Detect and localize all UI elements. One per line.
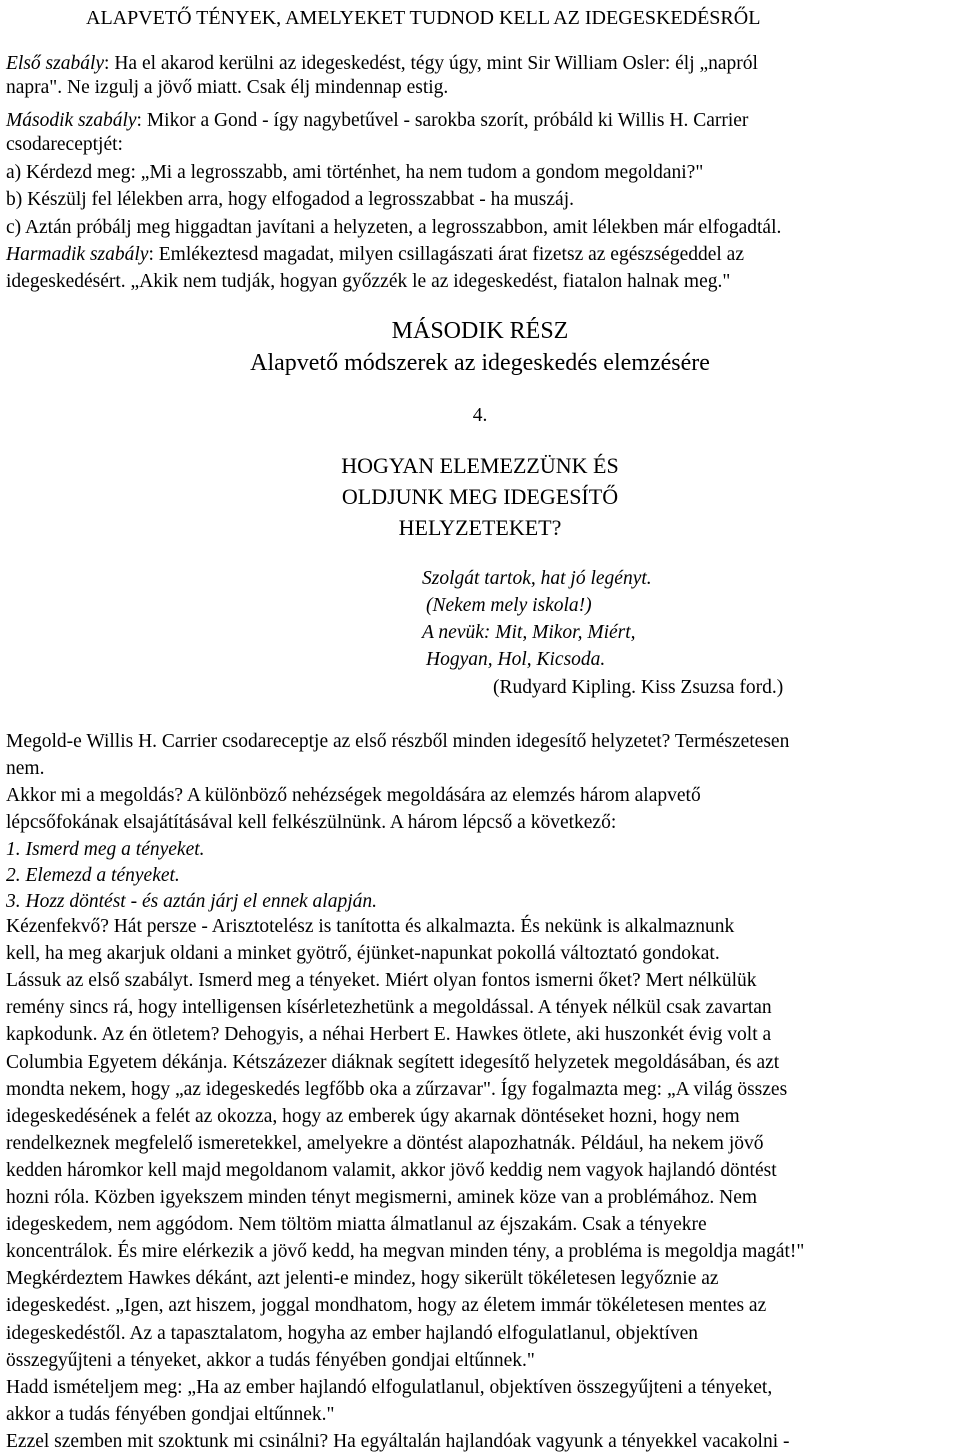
paragraph-line: remény sincs rá, hogy intelligensen kísérletezhetünk a megoldással. A tények nélkül csak zavartan (6, 997, 772, 1019)
rule-2 (6, 109, 748, 133)
paragraph-line: lépcsőfokának elsajátításával kell felkészülnünk. A három lépcső a következő: (6, 812, 617, 833)
paragraph-line: idegeskedem, nem aggódom. Nem töltöm miatta álmatlanul az éjszakám. Csak a tényekre (6, 1214, 707, 1236)
paragraph-line: Kézenfekvő? Hát persze - Arisztotelész is tanította és alkalmazta. És nekünk is alkalmaznunk (6, 916, 735, 937)
rule-2-step-c: c) Aztán próbálj meg higgadtan javítani a helyzeten, a legrosszabbon, amit lélekben már elfogadtál. (6, 217, 782, 238)
rule-1-text: : Ha el akarod kerülni az idegeskedést, tégy úgy, mint Sir William Osler: élj „napról (104, 53, 758, 74)
paragraph-line: Columbia Egyetem dékánja. Kétszázezer diáknak segített idegesítő helyzetek megoldásában, és azt (6, 1051, 780, 1073)
paragraph-line: idegeskedésének a felét az okozza, hogy az emberek úgy akarnak döntéseket hozni, hogy nem (6, 1105, 740, 1127)
rule-1-label: Első szabály (6, 53, 105, 74)
paragraph-line: akkor a tudás fényében gondjai eltűnnek." (6, 1403, 335, 1425)
chapter-number: 4. (472, 405, 488, 426)
paragraph-line: kapkodunk. Az én ötletem? Dehogyis, a néhai Herbert E. Hawkes ötlete, aki huszonkét évig volt a (6, 1024, 772, 1046)
chapter-title-line: OLDJUNK MEG IDEGESÍTŐ (341, 484, 619, 509)
poem-line: Hogyan, Hol, Kicsoda. (426, 649, 606, 670)
poem-line: Szolgát tartok, hat jó legényt. (422, 568, 652, 589)
rule-2-label: Második szabály (6, 110, 137, 131)
paragraph-line: hozni róla. Közben igyekszem minden tényt megismerni, aminek köze van a problémához. Nem (6, 1187, 758, 1208)
paragraph-line: idegeskedést. „Igen, azt hiszem, joggal mondhatom, hogy az életem immár tökéletesen mentes az (6, 1295, 767, 1317)
poem-line: A nevük: Mit, Mikor, Miért, (422, 622, 636, 643)
paragraph-line: Hadd ismételjem meg: „Ha az ember hajlandó elfogulatlanul, objektíven összegyűjteni a tényeket, (6, 1376, 773, 1398)
paragraph-line: nem. (6, 758, 45, 779)
rule-3 (6, 243, 744, 267)
paragraph-line: koncentrálok. És mire elérkezik a jövő kedd, ha megvan minden tény, a probléma is megoldja magát!" (6, 1241, 805, 1263)
rule-3-continuation: idegeskedésért. „Akik nem tudják, hogyan győzzék le az idegeskedést, fiatalon halnak meg." (6, 271, 731, 292)
step-item: 1. Ismerd meg a tényeket. (6, 839, 205, 860)
paragraph-line: összegyűjteni a tényeket, akkor a tudás fényében gondjai eltűnnek." (6, 1349, 535, 1371)
rule-3-label: Harmadik szabály (6, 244, 149, 265)
chapter-title-line: HOGYAN ELEMEZZÜNK ÉS (341, 453, 619, 478)
paragraph-line: kell, ha meg akarjuk oldani a minket gyötrő, éjünket-napunkat pokollá változtató gondokat. (6, 943, 720, 965)
paragraph-line: Megold-e Willis H. Carrier csodareceptje az első részből minden idegesítő helyzetet? Természetesen (6, 731, 790, 752)
rule-2-step-b: b) Készülj fel lélekben arra, hogy elfogadod a legrosszabbat - ha muszáj. (6, 189, 574, 210)
paragraph-line: Ezzel szemben mit szoktunk mi csinálni? Ha egyáltalán hajlandóak vagyunk a tényekkel vacakolni - (6, 1430, 790, 1452)
paragraph-line: kedden háromkor kell majd megoldanom valamit, akkor jövő keddig nem vagyok hajlandó döntést (6, 1159, 777, 1181)
rule-1 (6, 52, 758, 76)
poem-line: (Nekem mely iskola!) (426, 595, 592, 616)
rule-2-continuation: csodareceptjét: (6, 134, 123, 155)
rule-2-step-a: a) Kérdezd meg: „Mi a legrosszabb, ami történhet, ha nem tudom a gondom megoldani?" (6, 162, 704, 183)
poem-attribution: (Rudyard Kipling. Kiss Zsuzsa ford.) (493, 677, 784, 698)
part-subtitle: Alapvető módszerek az idegeskedés elemzésére (250, 350, 710, 376)
chapter-title-line: HELYZETEKET? (398, 515, 562, 540)
paragraph-line: Lássuk az első szabályt. Ismerd meg a tényeket. Miért olyan fontos ismerni őket? Mert nélkülük (6, 970, 757, 992)
paragraph-line: rendelkeznek megfelelő ismeretekkel, amelyekre a döntést alapozhatnák. Például, ha nekem jövő (6, 1132, 764, 1154)
rule-1-continuation: napra". Ne izgulj a jövő miatt. Csak élj mindennap estig. (6, 77, 449, 98)
step-item: 2. Elemezd a tényeket. (6, 865, 180, 886)
section-heading: ALAPVETŐ TÉNYEK, AMELYEKET TUDNOD KELL AZ IDEGESKEDÉSRŐL (86, 7, 761, 29)
paragraph-line: idegeskedéstől. Az a tapasztalatom, hogyha az ember hajlandó elfogulatlanul, objektíven (6, 1322, 699, 1344)
paragraph-line: Akkor mi a megoldás? A különböző nehézségek megoldására az elemzés három alapvető (6, 785, 701, 806)
rule-2-text: : Mikor a Gond - így nagybetűvel - sarokba szorít, próbáld ki Willis H. Carrier (136, 110, 749, 131)
paragraph-line: mondta nekem, hogy „az idegeskedés legfőbb oka a zűrzavar". Így fogalmazta meg: „A világ összes (6, 1078, 788, 1100)
step-item: 3. Hozz döntést - és aztán járj el ennek alapján. (6, 891, 378, 912)
paragraph-line: Megkérdeztem Hawkes dékánt, azt jelenti-e mindez, hogy sikerült tökéletesen legyőznie az (6, 1268, 719, 1290)
part-title: MÁSODIK RÉSZ (391, 318, 569, 344)
rule-3-text: : Emlékeztesd magadat, milyen csillagászati árat fizetsz az egészségeddel az (148, 244, 744, 265)
